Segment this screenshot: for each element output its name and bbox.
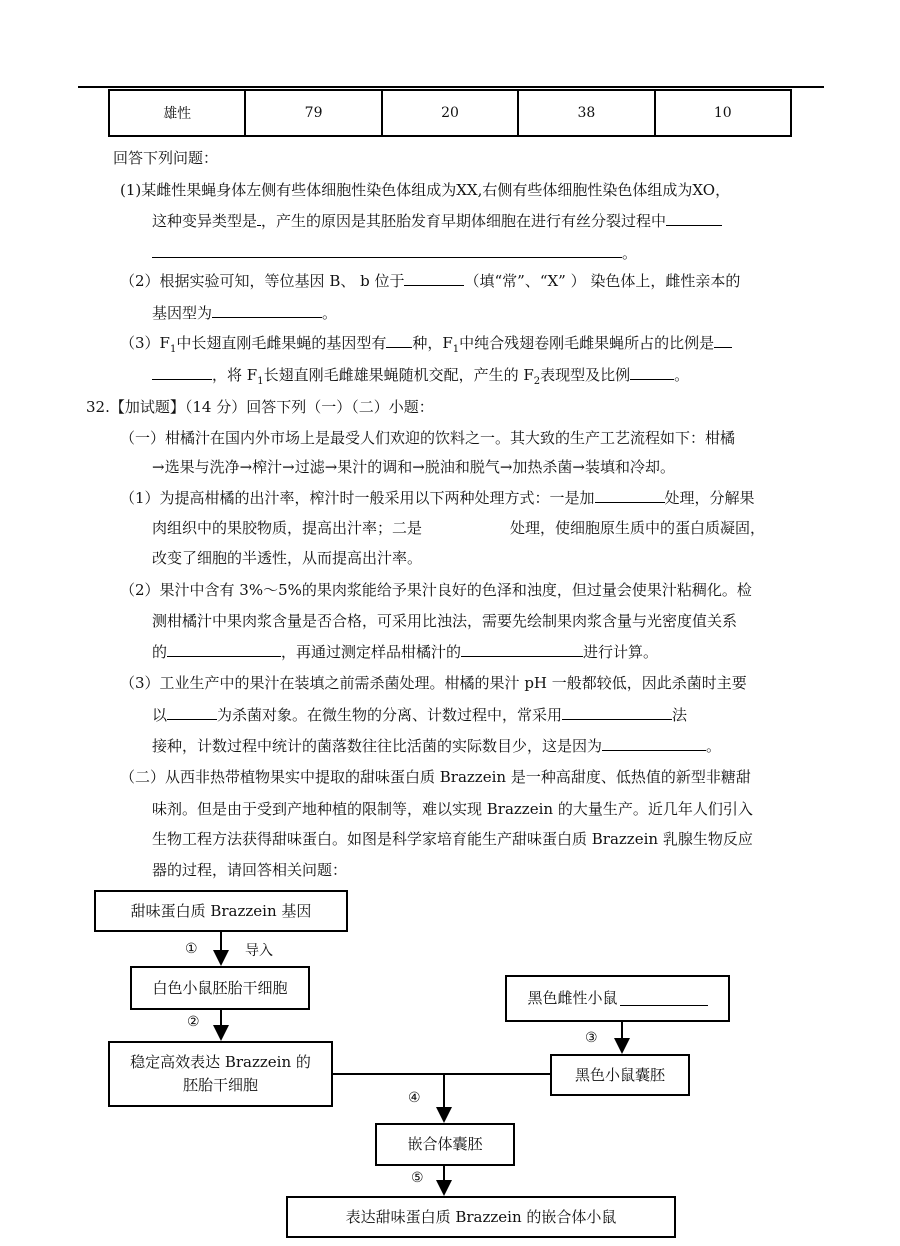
table-cell: 38 bbox=[518, 90, 654, 136]
gene-box: 甜味蛋白质 Brazzein 基因 bbox=[94, 890, 348, 932]
q32-ii-line2: 味剂。但是由于受到产地种植的限制等，难以实现 Brazzein 的大量生产。近几年人们引入 bbox=[152, 800, 753, 818]
q31-intro: 回答下列问题： bbox=[113, 149, 219, 167]
table-cell: 79 bbox=[245, 90, 381, 136]
q32-ii-line3: 生物工程方法获得甜味蛋白。如图是科学家培育能生产甜味蛋白质 Brazzein 乳腺生物反应 bbox=[152, 830, 753, 848]
black-female-mouse-box: 黑色雌性小鼠 bbox=[505, 975, 730, 1022]
q32-ii-line1: （二）从西非热带植物果实中提取的甜味蛋白质 Brazzein 是一种高甜度、低热值的新型非糖甜 bbox=[120, 768, 751, 786]
step-3-marker: ③ bbox=[585, 1030, 598, 1046]
chimera-mouse-box: 表达甜味蛋白质 Brazzein 的嵌合体小鼠 bbox=[286, 1196, 676, 1238]
step-1-label: 导入 bbox=[245, 943, 273, 959]
step-1-marker: ① bbox=[185, 941, 198, 957]
q32-i2-line2: 测柑橘汁中果肉浆含量是否合格，可采用比浊法，需要先绘制果肉浆含量与光密度值关系 bbox=[152, 612, 738, 630]
q31-part1-line3: 。 bbox=[152, 243, 637, 263]
q32-i2-line3: 的 ，再通过测定样品柑橘汁的 进行计算。 bbox=[152, 643, 659, 661]
q32-i3-line3: 接种，计数过程中统计的菌落数往往比活菌的实际数目少，这是因为 。 bbox=[152, 737, 722, 755]
q32-i-intro-line2: →选果与洗净→榨汁→过滤→果汁的调和→脱油和脱气→加热杀菌→装填和冷却。 bbox=[152, 458, 675, 476]
q31-part3-line1: $(3)F_1$中长翅直刚毛雌果蝇的基因型有 种，$F_1$中纯合残翅卷刚毛雌果蝇所占的比例是 bbox=[120, 333, 732, 360]
q31-part1-line2: 这种变异类型是 ，产生的原因是其胚胎发育早期体细胞在进行有丝分裂过程中 bbox=[152, 211, 722, 231]
q32-i1-line2: 肉组织中的果胶物质，提高出汁率；二是 处理，使细胞原生质中的蛋白质凝固， bbox=[152, 519, 766, 537]
step-5-marker: ⑤ bbox=[411, 1170, 424, 1186]
q32-i3-line2: 以 为杀菌对象。在微生物的分离、计数过程中，常采用 法 bbox=[152, 706, 688, 724]
stable-esc-line2: 胚胎干细胞 bbox=[182, 1076, 258, 1094]
table-cell: 10 bbox=[655, 90, 791, 136]
q31-part2-line1: （2）根据实验可知，等位基因 B、 b 位于 （填“常”、“X” ） 染色体上，雌性亲本的 bbox=[120, 272, 741, 290]
q32-ii-line4: 器的过程，请回答相关问题： bbox=[152, 861, 348, 879]
q32-i1-line1: （1）为提高柑橘的出汁率，榨汁时一般采用以下两种处理方式：一是加 处理，分解果 bbox=[120, 489, 755, 507]
q31-part2-line2: 基因型为 。 bbox=[152, 304, 338, 322]
q32-i-intro-line1: （一）柑橘汁在国内外市场上是最受人们欢迎的饮料之一。其大致的生产工艺流程如下：柑橘 bbox=[120, 429, 736, 447]
stable-esc-line1: 稳定高效表达 Brazzein 的 bbox=[130, 1053, 311, 1071]
q32-heading: 32.【加试题】（14 分）回答下列（一）（二）小题： bbox=[86, 398, 434, 416]
q31-part3-line2: ，将 $F_1$长翅直刚毛雌雄果蝇随机交配，产生的 $F_2$表现型及比例 。 bbox=[152, 365, 689, 392]
table-cell-sex: 雄性 bbox=[109, 90, 245, 136]
q32-i2-line1: （2）果汁中含有 3%～5%的果肉浆能给予果汁良好的色泽和浊度，但过量会使果汁粘稠化。检 bbox=[120, 581, 752, 599]
step-2-marker: ② bbox=[187, 1014, 200, 1030]
stable-esc-box bbox=[108, 1041, 333, 1107]
chimera-blastocyst-box: 嵌合体囊胚 bbox=[375, 1123, 515, 1166]
answer-blank[interactable] bbox=[620, 991, 708, 1006]
step-4-marker: ④ bbox=[408, 1090, 421, 1106]
black-blastocyst-box: 黑色小鼠囊胚 bbox=[550, 1054, 690, 1096]
q31-part1-line1: (1)某雌性果蝇身体左侧有些体细胞性染色体组成为XX,右侧有些体细胞性染色体组成为XO， bbox=[120, 181, 731, 199]
white-mouse-esc-box: 白色小鼠胚胎干细胞 bbox=[130, 966, 310, 1010]
q32-i3-line1: （3）工业生产中的果汁在装填之前需杀菌处理。柑橘的果汁 pH 一般都较低，因此杀菌时主要 bbox=[120, 674, 747, 692]
table-cell: 20 bbox=[382, 90, 518, 136]
q32-i1-line3: 改变了细胞的半透性，从而提高出汁率。 bbox=[152, 549, 423, 567]
